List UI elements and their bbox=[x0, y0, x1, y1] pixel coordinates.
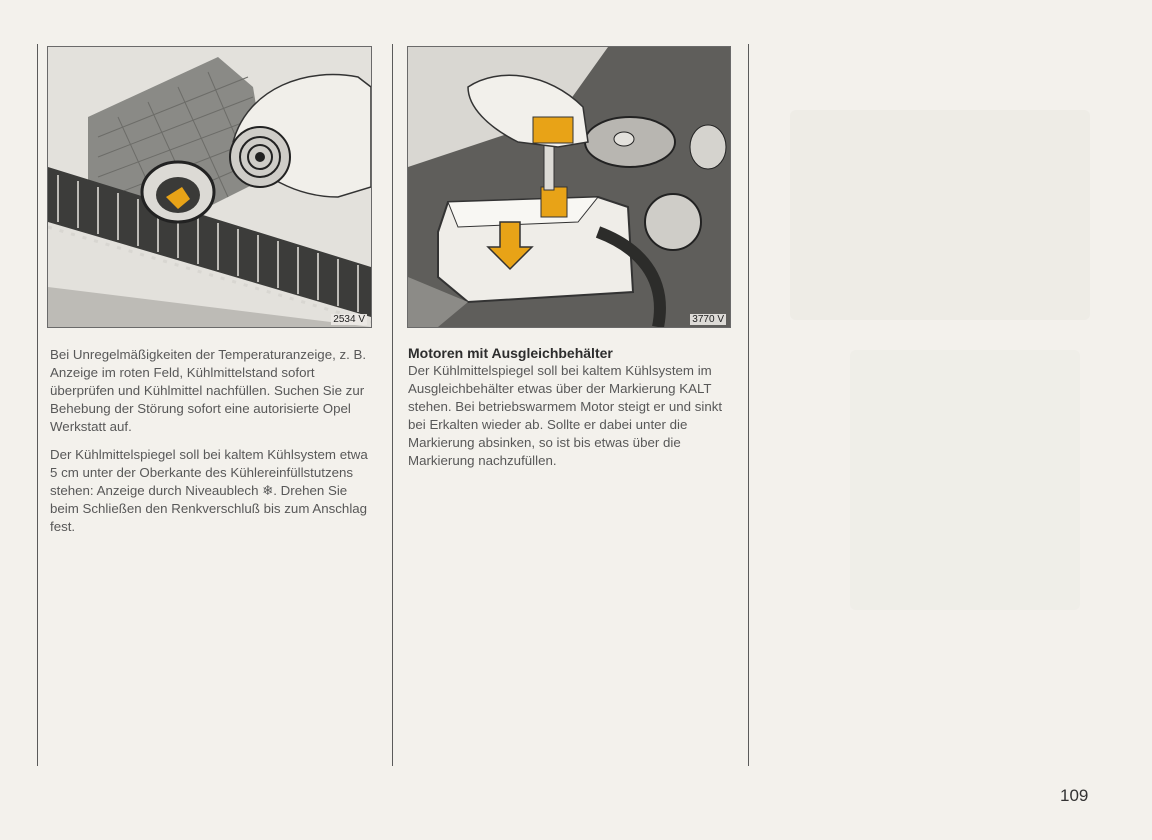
figure-id-label: 2534 V bbox=[333, 314, 365, 325]
column-rule-left bbox=[37, 44, 38, 766]
radiator-cap-illustration bbox=[48, 47, 371, 327]
paragraph: Bei Unregelmäßigkeiten der Temperaturanzeige, z. B. Anzeige im roten Feld, Kühlmittelstand sofort überprüfen und Kühlmittel nachfüllen. Suchen Sie zur Behebung der Störung sofort eine autorisierte Opel Werkstatt auf. bbox=[50, 347, 367, 434]
column-rule-right bbox=[748, 44, 749, 766]
paragraph: Der Kühlmittelspiegel soll bei kaltem Kühlsystem etwa 5 cm unter der Oberkante des Kühlereinfüllstutzens stehen: Anzeige durch Niveaublech ❄. Drehen Sie beim Schließen den Renkverschluß bis zum Anschlag fest. bbox=[50, 447, 368, 534]
column-rule-middle bbox=[392, 44, 393, 766]
figure-radiator-cap bbox=[47, 46, 372, 328]
page-number: 109 bbox=[1060, 786, 1089, 805]
paragraph: Der Kühlmittelspiegel soll bei kaltem Kühlsystem im Ausgleichbehälter etwas über der Markierung KALT stehen. Bei betriebswarmem Motor steigt er und sinkt bei Erkalten wieder ab. Sollte er dabei unter die Markierung absinken, so ist bis etwas über die Markierung nachzufüllen. bbox=[408, 363, 723, 468]
bleed-through-ghost-lines bbox=[850, 350, 1080, 610]
bleed-through-ghost bbox=[790, 110, 1090, 320]
left-column-text bbox=[50, 346, 372, 546]
figure-expansion-tank bbox=[407, 46, 731, 328]
right-column-text bbox=[408, 344, 730, 480]
section-heading: Motoren mit Ausgleichbehälter bbox=[408, 345, 613, 361]
expansion-tank-illustration bbox=[408, 47, 730, 327]
figure-id-label: 3770 V bbox=[692, 314, 724, 325]
